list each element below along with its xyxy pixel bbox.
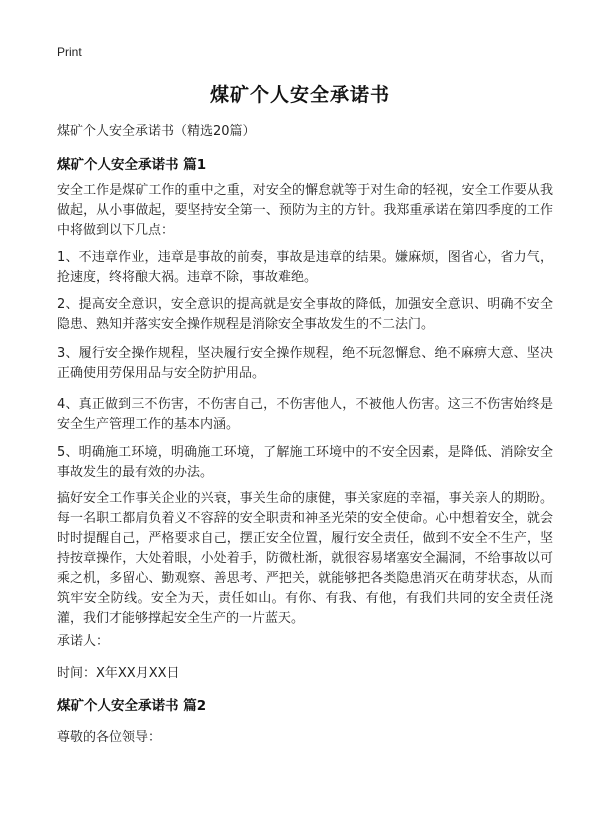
list-item: 2、提高安全意识，安全意识的提高就是安全事故的降低，加强安全意识、明确不安全隐患、熟知并落实安全操作规程是消除安全事故发生的不二法门。 bbox=[57, 297, 553, 332]
signer-line: 承诺人： bbox=[57, 634, 110, 649]
paragraph-closing: 搞好安全工作事关企业的兴衰，事关生命的康健，事关家庭的幸福，事关亲人的期盼。每一名职工都肩负着义不容辞的安全职责和神圣光荣的安全使命。心中想着安全，就会时时提醒自己，严格要求自己，摆正安全位置，履行安全责任，做到不安全不生产，坚持按章操作，大处着眼，小处着手，防微杜渐，就很容易堵塞安全漏洞，不给事故以可乘之机，多留心、勤观察、善思考、严把关，就能够把各类隐患消灭在萌芽状态，从而筑牢安全防线。安全为天，责任如山。有你、有我、有他，有我们共同的安全责任浇灌，我们才能够撑起安全生产的一片蓝天。 bbox=[57, 491, 553, 626]
section-heading-2: 煤矿个人安全承诺书 篇2 bbox=[57, 698, 207, 714]
print-label: Print bbox=[57, 45, 82, 59]
list-item: 4、真正做到三不伤害，不伤害自己，不伤害他人，不被他人伤害。这三不伤害始终是安全生产管理工作的基本内涵。 bbox=[57, 397, 553, 432]
section-heading-1: 煤矿个人安全承诺书 篇1 bbox=[57, 157, 207, 173]
list-item: 3、履行安全操作规程，坚决履行安全操作规程，绝不玩忽懈怠、绝不麻痹大意、坚决正确使用劳保用品与安全防护用品。 bbox=[57, 346, 553, 381]
list-item: 1、不违章作业，违章是事故的前奏，事故是违章的结果。嫌麻烦，图省心，省力气，抢速度，终将酿大祸。违章不除，事故难绝。 bbox=[57, 250, 553, 285]
list-item: 5、明确施工环境，明确施工环境，了解施工环境中的不安全因素，是降低、消除安全事故发生的最有效的办法。 bbox=[57, 445, 553, 480]
document-title: 煤矿个人安全承诺书 bbox=[209, 84, 390, 106]
paragraph-intro: 安全工作是煤矿工作的重中之重，对安全的懈怠就等于对生命的轻视，安全工作要从我做起，从小事做起，要坚持安全第一、预防为主的方针。我郑重承诺在第四季度的工作中将做到以下几点： bbox=[57, 183, 553, 238]
greeting-line: 尊敬的各位领导： bbox=[57, 730, 162, 745]
date-line: 时间：X年XX月XX日 bbox=[57, 666, 180, 681]
document-subtitle: 煤矿个人安全承诺书（精选20篇） bbox=[57, 124, 256, 139]
